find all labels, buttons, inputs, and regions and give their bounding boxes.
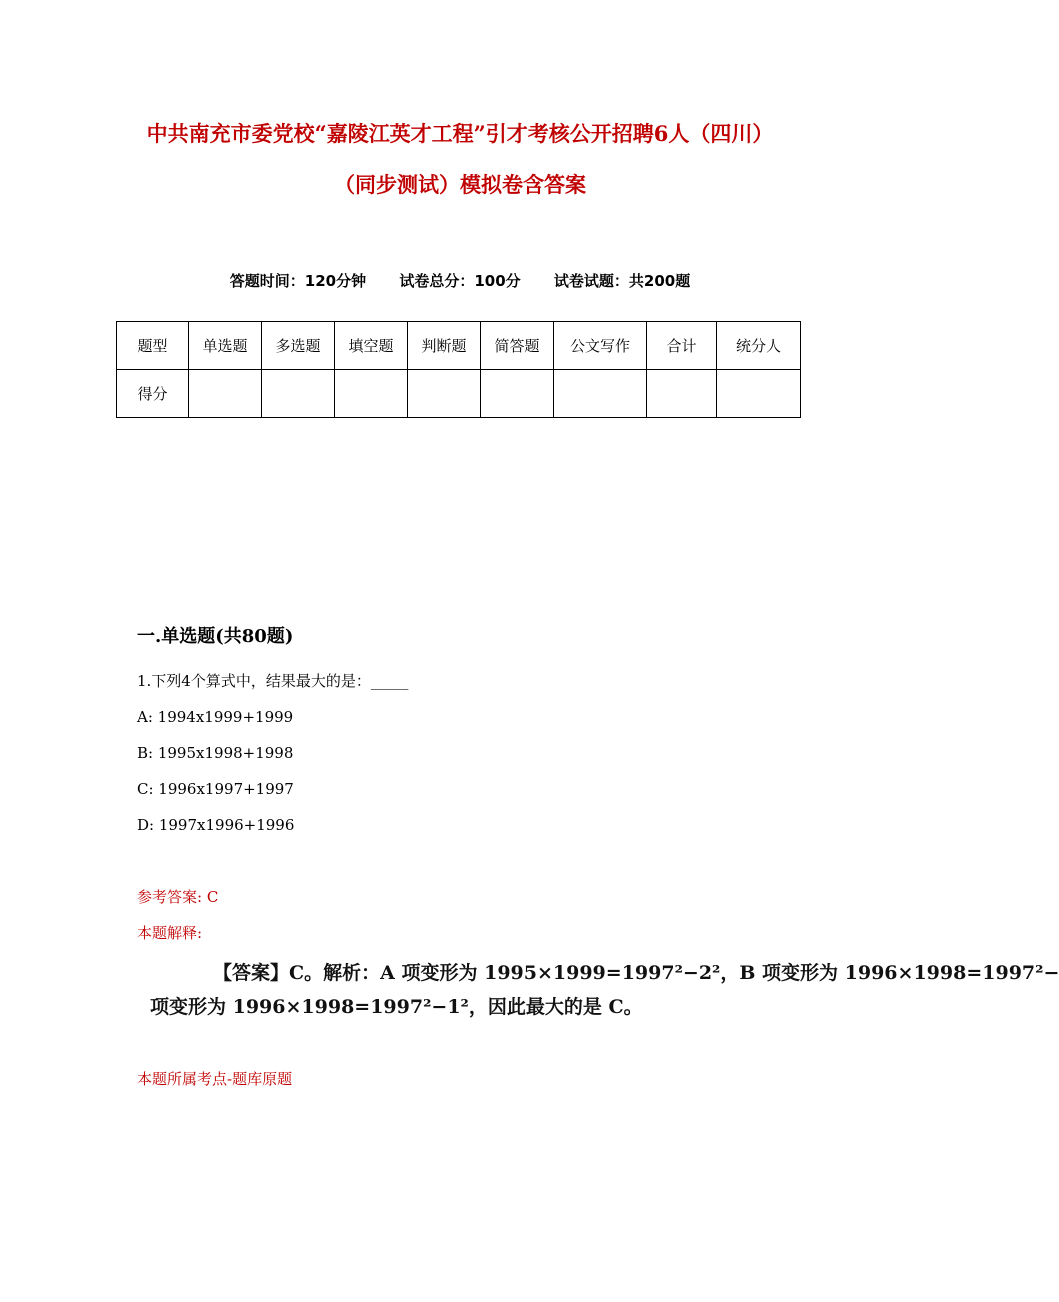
document-title-line-2: （同步测试）模拟卷含答案 bbox=[334, 172, 586, 197]
score-cell-scorer bbox=[717, 370, 801, 418]
score-table-score-row bbox=[117, 370, 801, 418]
explanation-label: 本题解释: bbox=[137, 924, 203, 942]
question-stem: 1.下列4个算式中，结果最大的是：_____ bbox=[137, 672, 409, 690]
header-cell-scorer: 统分人 bbox=[717, 322, 801, 370]
exam-info bbox=[0, 270, 920, 292]
question-source: 本题所属考点-题库原题 bbox=[137, 1070, 293, 1088]
score-cell-multiple-choice bbox=[262, 370, 335, 418]
exam-time: 答题时间：120分钟 bbox=[229, 272, 367, 290]
score-cell-fill-blank bbox=[335, 370, 408, 418]
header-cell-type: 题型 bbox=[117, 322, 189, 370]
score-cell-single-choice bbox=[189, 370, 262, 418]
exam-total-questions: 试卷试题：共200题 bbox=[553, 272, 691, 290]
reference-answer: 参考答案: C bbox=[137, 888, 219, 906]
header-cell-official-writing: 公文写作 bbox=[554, 322, 647, 370]
option-b: B: 1995x1998+1998 bbox=[137, 744, 294, 762]
header-cell-true-false: 判断题 bbox=[408, 322, 481, 370]
score-cell-short-answer bbox=[481, 370, 554, 418]
header-cell-single-choice: 单选题 bbox=[189, 322, 262, 370]
header-cell-multiple-choice: 多选题 bbox=[262, 322, 335, 370]
explanation-line-1: 【答案】C。解析：A 项变形为 1995×1999=1997²−2²，B 项变形为 1996×1998=1997²− bbox=[213, 962, 1059, 984]
score-table-header-row bbox=[117, 322, 801, 370]
option-c: C: 1996x1997+1997 bbox=[137, 780, 294, 798]
header-cell-short-answer: 简答题 bbox=[481, 322, 554, 370]
score-cell-official-writing bbox=[554, 370, 647, 418]
header-cell-total: 合计 bbox=[647, 322, 717, 370]
option-a: A: 1994x1999+1999 bbox=[137, 708, 294, 726]
score-table bbox=[116, 321, 801, 418]
option-d: D: 1997x1996+1996 bbox=[137, 816, 295, 834]
header-cell-fill-blank: 填空题 bbox=[335, 322, 408, 370]
explanation-image bbox=[150, 956, 1059, 1026]
score-cell-true-false bbox=[408, 370, 481, 418]
exam-total-score: 试卷总分：100分 bbox=[399, 272, 521, 290]
score-cell-total bbox=[647, 370, 717, 418]
score-row-label: 得分 bbox=[117, 370, 189, 418]
document-title-line-1: 中共南充市委党校“嘉陵江英才工程”引才考核公开招聘6人（四川） bbox=[146, 121, 774, 146]
section-heading: 一.单选题(共80题) bbox=[137, 626, 294, 647]
explanation-line-2: 项变形为 1996×1998=1997²−1²，因此最大的是 C。 bbox=[150, 996, 643, 1018]
